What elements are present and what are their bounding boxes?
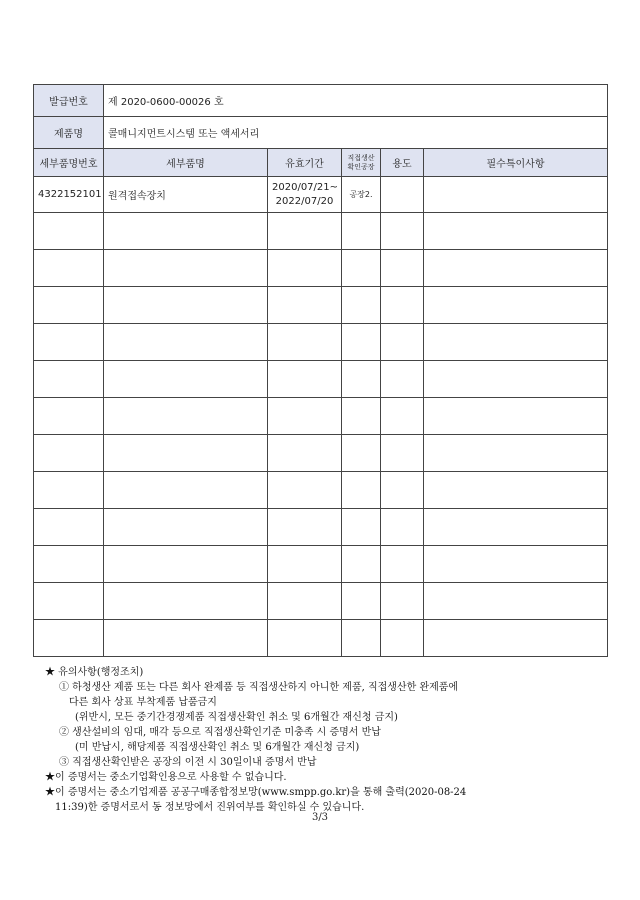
note-1-line2: 다른 회사 상표 부착제품 납품금지 [69,697,217,708]
issue-number-row [34,85,608,117]
table-row [34,472,608,509]
table-header-row [34,149,608,177]
header-factory-line2: 확인공장 [347,162,375,171]
header-factory [342,149,381,177]
header-validity: 유효기간 [268,149,342,177]
page-number: 3/3 [311,812,329,823]
table-row [34,250,608,287]
note-1-line3: (위반시, 모든 중기간경쟁제품 직접생산확인 취소 및 6개월간 재신청 금지) [75,712,398,723]
note-2-line1: ② 생산설비의 임대, 매각 등으로 직접생산확인기준 미충족 시 증명서 반납 [59,727,381,738]
notice-verify-line2: 11:39)한 증명서로서 동 정보망에서 진위여부를 확인하실 수 있습니다. [55,802,365,813]
cell-factory: 공장2. [342,177,381,213]
product-name-row [34,117,608,149]
cell-validity [268,177,342,213]
product-name-label: 제품명 [34,117,104,149]
table-row [34,620,608,657]
issue-number-label: 발급번호 [34,85,104,117]
note-2-line2: (미 반납시, 해당제품 직접생산확인 취소 및 6개월간 재신청 금지) [75,742,360,753]
table-row [34,583,608,620]
product-name-value: 콜매니지먼트시스템 또는 액세서리 [104,117,608,149]
table-row [34,177,608,213]
cell-detail-code: 4322152101 [34,177,104,213]
header-notes: 필수특이사항 [424,149,608,177]
table-row [34,398,608,435]
table-row [34,509,608,546]
header-factory-line1: 직접생산 [347,153,375,162]
header-detail-name: 세부품명 [104,149,268,177]
cell-validity-from: 2020/07/21~ [272,181,339,193]
notice-not-sme: ★이 증명서는 중소기업확인용으로 사용할 수 없습니다. [45,772,287,783]
cell-notes [424,177,608,213]
table-row [34,213,608,250]
notes-section [45,665,625,815]
cell-detail-name: 원격접속장치 [104,177,268,213]
note-3: ③ 직접생산확인받은 공장의 이전 시 30일이내 증명서 반납 [59,757,317,768]
cell-use [381,177,424,213]
header-detail-code: 세부품명번호 [34,149,104,177]
issue-number-value: 제 2020-0600-00026 호 [104,85,608,117]
table-row [34,324,608,361]
notice-verify-line1: ★이 증명서는 중소기업제품 공공구매종합정보망(www.smpp.go.kr)을 통해 출력(2020-08-24 [45,787,467,798]
table-row [34,435,608,472]
table-row [34,546,608,583]
note-1-line1: ① 하청생산 제품 또는 다른 회사 완제품 등 직접생산하지 아니한 제품, 직접생산한 완제품에 [59,682,459,693]
header-use: 용도 [381,149,424,177]
table-row [34,287,608,324]
certificate-table [33,84,608,657]
table-row [34,361,608,398]
cell-validity-to: 2022/07/20 [275,195,334,207]
notes-title: ★ 유의사항(행정조치) [45,667,144,678]
